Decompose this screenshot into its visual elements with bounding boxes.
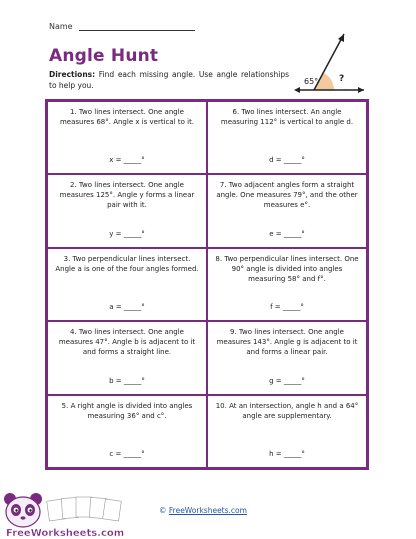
problem-9	[207, 321, 367, 394]
problem-9-answer[interactable]: g = _____°	[269, 376, 305, 385]
freeworksheets-logo	[0, 490, 140, 539]
directions-label: Directions:	[49, 70, 96, 79]
angle-diagram	[290, 28, 368, 98]
problem-7-question: 7. Two adjacent angles form a straight angle. One measures 79°, and the other measures e°.	[216, 181, 358, 210]
problem-7-answer[interactable]: e = _____°	[269, 229, 305, 238]
problem-grid	[45, 99, 369, 470]
problem-6	[207, 101, 367, 174]
copyright-icon: ©	[159, 506, 167, 515]
left-arrowhead	[294, 87, 300, 93]
problem-10-question: 10. At an intersection, angle h and a 64° angle are supplementary.	[215, 401, 359, 420]
footer-link-text[interactable]: FreeWorksheets.com	[168, 506, 247, 515]
problem-9-question: 9. Two lines intersect. One angle measures 143°. Angle g is adjacent to it and forms a linear pair.	[216, 328, 358, 357]
angle-label: 65°	[304, 77, 319, 86]
base-arrowhead	[358, 87, 364, 93]
name-row	[49, 22, 195, 31]
panda-mascot-icon	[4, 493, 42, 527]
problem-10	[207, 395, 367, 468]
footer-link[interactable]	[159, 506, 247, 515]
problem-6-answer[interactable]: d = _____°	[269, 156, 305, 165]
unknown-angle-label: ?	[339, 74, 345, 84]
problem-6-question: 6. Two lines intersect. An angle measuring 112° is vertical to angle d.	[220, 108, 354, 126]
problem-5	[47, 395, 207, 468]
problem-8-question: 8. Two perpendicular lines intersect. One 90° angle is divided into angles measuring 58° and f°.	[215, 254, 359, 283]
name-label: Name	[49, 22, 73, 31]
problem-5-answer[interactable]: c = _____°	[109, 450, 145, 458]
problem-2	[47, 174, 207, 247]
problem-10-answer[interactable]: h = _____°	[269, 450, 305, 458]
problem-7	[207, 174, 367, 247]
problem-8-answer[interactable]: f = _____°	[270, 303, 304, 312]
logo-text: FreeWorksheets.com	[6, 528, 125, 539]
problem-2-answer[interactable]: y = _____°	[109, 229, 145, 238]
problem-1-answer[interactable]: x = _____°	[109, 156, 145, 165]
directions-text: Find each missing angle. Use angle relationships to help you.	[49, 70, 289, 90]
name-input-line[interactable]	[79, 22, 195, 31]
problem-3-question: 3. Two perpendicular lines intersect. Angle a is one of the four angles formed.	[55, 254, 199, 273]
problem-2-question: 2. Two lines intersect. One angle measures 125°. Angle y forms a linear pair with it.	[59, 181, 195, 210]
problem-4-answer[interactable]: b = _____°	[109, 376, 145, 385]
problem-4-question: 4. Two lines intersect. One angle measures 47°. Angle b is adjacent to it and forms a straight line.	[58, 328, 196, 357]
problem-8	[207, 248, 367, 321]
problem-1-question: 1. Two lines intersect. One angle measures 68°. Angle x is vertical to it.	[59, 108, 195, 126]
directions	[49, 69, 289, 91]
problem-5-question: 5. A right angle is divided into angles measuring 36° and c°.	[61, 401, 193, 420]
logo-page-icon	[103, 499, 122, 521]
problem-3-answer[interactable]: a = _____°	[109, 303, 145, 312]
worksheet-title: Angle Hunt	[49, 46, 159, 66]
problem-1	[47, 101, 207, 174]
problem-4	[47, 321, 207, 394]
problem-3	[47, 248, 207, 321]
